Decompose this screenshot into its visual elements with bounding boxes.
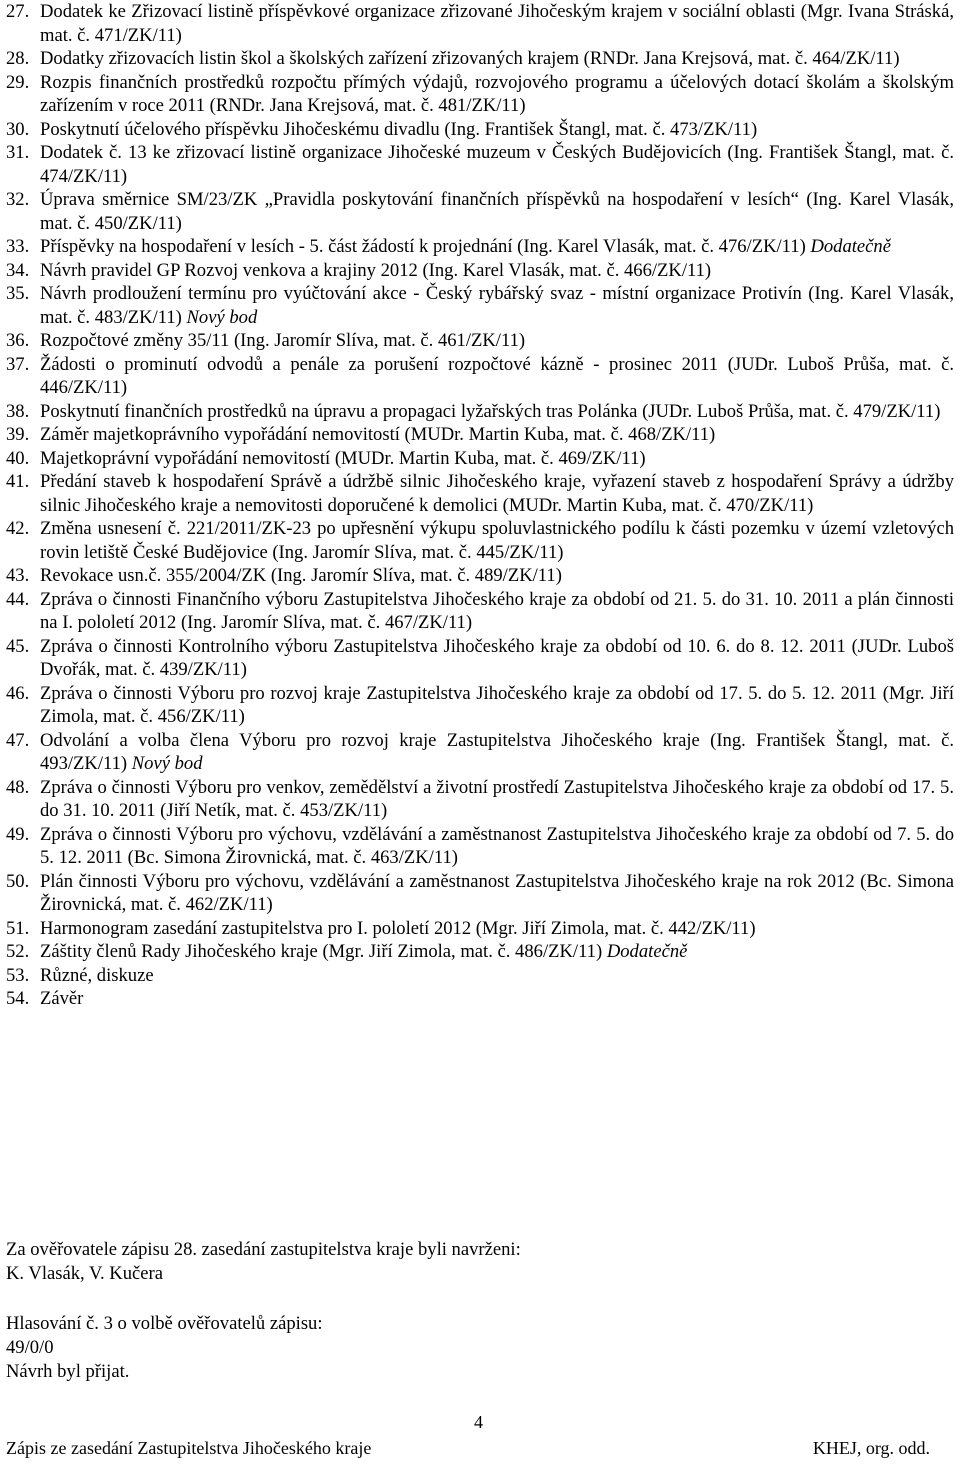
agenda-item-number: 46. [6,682,30,704]
agenda-item-number: 41. [6,471,30,492]
agenda-item [6,588,954,635]
agenda-item [6,400,954,424]
agenda-item-title: Žádosti o prominutí odvodů a penále za porušení rozpočtové kázně - prosinec 2011 (JUDr. Luboš Průša, mat. č. 446/ZK/11) [40,353,954,398]
agenda-item-title: Poskytnutí finančních prostředků na úpravu a propagaci lyžařských tras Polánka (JUDr. Luboš Průša, mat. č. 479/ZK/11) [40,400,941,422]
agenda-item-number: 51. [6,917,30,939]
agenda-item-text [40,188,954,235]
agenda-item-text [40,564,954,588]
footer-left: Zápis ze zasedání Zastupitelstva Jihočeského kraje [6,1438,372,1458]
page-number: 4 [474,1412,483,1432]
agenda-item-number: 32. [6,189,30,210]
agenda-item-title: Plán činnosti Výboru pro výchovu, vzdělávání a zaměstnanost Zastupitelstva Jihočeského kraje na rok 2012 (Bc. Simona Žirovnická, mat. č. 462/ZK/11) [40,870,954,915]
agenda-item-number: 29. [6,71,30,93]
agenda-item-text [40,282,954,329]
agenda-item [6,259,954,283]
agenda-item-text [40,517,954,564]
agenda-item [6,423,954,447]
agenda-item-title: Harmonogram zasedání zastupitelstva pro I. pololetí 2012 (Mgr. Jiří Zimola, mat. č. 442/ZK/11) [40,917,756,939]
agenda-item-note: Dodatečně [606,941,688,962]
agenda-item [6,870,954,917]
agenda-item-title: Poskytnutí účelového příspěvku Jihočeskému divadlu (Ing. František Štangl, mat. č. 473/ZK/11) [40,118,758,140]
agenda-item-number: 35. [6,283,30,304]
agenda-item-text [40,71,954,118]
agenda-item-number: 27. [6,1,30,22]
agenda-item-title: Zpráva o činnosti Výboru pro rozvoj kraje Zastupitelstva Jihočeského kraje za období od 17. 5. do 5. 12. 2011 (Mgr. Jiří Zimola, mat. č. 456/ZK/11) [40,682,954,727]
agenda-item-text [40,870,954,917]
agenda-item [6,470,954,517]
agenda-item [6,282,954,329]
agenda-item-number: 39. [6,424,30,445]
agenda-item-title: Záštity členů Rady Jihočeského kraje (Mgr. Jiří Zimola, mat. č. 486/ZK/11) [40,941,603,962]
agenda-item-title: Dodatek č. 13 ke zřizovací listině organizace Jihočeské muzeum v Českých Budějovicích (Ing. František Štangl, mat. č. 474/ZK/11) [40,142,954,187]
agenda-item-text [40,47,954,71]
agenda-item-title: Úprava směrnice SM/23/ZK „Pravidla poskytování finančních příspěvků na hospodaření v lesích“ (Ing. Karel Vlasák, mat. č. 450/ZK/11) [40,189,954,234]
agenda-item-number: 45. [6,635,30,657]
page-footer [0,1438,960,1462]
agenda-item-text [40,400,954,424]
agenda-item [6,353,954,400]
agenda-item-title: Zpráva o činnosti Kontrolního výboru Zastupitelstva Jihočeského kraje za období od 10. 6. do 8. 12. 2011 (JUDr. Luboš Dvořák, mat. č. 439/ZK/11) [40,635,954,680]
agenda-item-number: 30. [6,118,30,140]
agenda-item-text [40,118,954,142]
agenda-item-note: Dodatečně [810,236,891,257]
agenda-item-text [40,823,954,870]
agenda-item-text [40,470,954,517]
agenda-item-text [40,141,954,188]
agenda-item [6,987,954,1011]
agenda-item-number: 50. [6,870,30,892]
agenda-item-number: 48. [6,776,30,798]
agenda-item-number: 37. [6,353,30,375]
agenda-item [6,329,954,353]
agenda-item [6,564,954,588]
vote-heading: Hlasování č. 3 o volbě ověřovatelů zápisu: [6,1313,323,1334]
agenda-item-text [40,635,954,682]
agenda-item [6,188,954,235]
agenda-item-number: 40. [6,447,30,469]
agenda-item-title: Závěr [40,988,84,1009]
agenda-item-title: Zpráva o činnosti Finančního výboru Zastupitelstva Jihočeského kraje za období od 21. 5. do 31. 10. 2011 a plán činnosti na I. pololetí 2012 (Ing. Jaromír Slíva, mat. č. 467/ZK/11) [40,588,954,633]
agenda-item-text [40,682,954,729]
agenda-item-title: Revokace usn.č. 355/2004/ZK (Ing. Jaromír Slíva, mat. č. 489/ZK/11) [40,565,562,586]
agenda-item-text [40,235,954,259]
agenda-item-title: Změna usnesení č. 221/2011/ZK-23 po upřesnění výkupu spoluvlastnického podílu k části pozemku v území vzletových rovin letiště České Budějovice (Ing. Jaromír Slíva, mat. č. 445/ZK/11) [40,518,954,563]
agenda-item-note: Nový bod [186,306,258,328]
agenda-item-text [40,423,954,447]
agenda-item-number: 44. [6,588,30,610]
agenda-item-number: 47. [6,729,30,751]
agenda-item-number: 42. [6,518,30,539]
agenda-item-text [40,588,954,635]
agenda-item [6,635,954,682]
agenda-item [6,47,954,71]
verifiers-section [6,1238,936,1286]
agenda-item-text [40,0,954,47]
agenda-item-number: 31. [6,142,30,163]
agenda-item-number: 28. [6,48,30,69]
agenda-item-title: Předání staveb k hospodaření Správě a údržbě silnic Jihočeského kraje, vyřazení staveb z hospodaření Správy a údržby silnic Jihočeského kraje a nemovitosti doporučené k demolici (MUDr. Martin Kuba, mat. č. 470/ZK/11) [40,471,954,516]
agenda-item-number: 38. [6,400,30,422]
agenda-item-number: 52. [6,941,30,962]
agenda-item-text [40,987,954,1011]
agenda-item-number: 33. [6,236,30,257]
agenda-item-number: 53. [6,964,30,986]
agenda-item-text [40,776,954,823]
agenda-item-number: 36. [6,330,30,351]
agenda-item-note: Nový bod [131,753,203,774]
agenda-item-number: 49. [6,823,30,845]
agenda-item-title: Odvolání a volba člena Výboru pro rozvoj kraje Zastupitelstva Jihočeského kraje (Ing. František Štangl, mat. č. 493/ZK/11) [40,729,954,774]
agenda-item-text [40,329,954,353]
agenda-item-title: Návrh pravidel GP Rozvoj venkova a krajiny 2012 (Ing. Karel Vlasák, mat. č. 466/ZK/11) [40,259,712,281]
agenda-item-number: 34. [6,259,30,281]
agenda-item [6,0,954,47]
vote-section [6,1312,936,1384]
agenda-item-title: Záměr majetkoprávního vypořádání nemovitostí (MUDr. Martin Kuba, mat. č. 468/ZK/11) [40,424,716,445]
agenda-item-text [40,729,954,776]
agenda-item [6,235,954,259]
agenda-item-title: Zpráva o činnosti Výboru pro výchovu, vzdělávání a zaměstnanost Zastupitelstva Jihočeského kraje za období od 7. 5. do 5. 12. 2011 (Bc. Simona Žirovnická, mat. č. 463/ZK/11) [40,823,954,868]
verifiers-heading: Za ověřovatele zápisu 28. zasedání zastupitelstva kraje byli navrženi: [6,1239,521,1260]
agenda-item [6,517,954,564]
agenda-item-title: Rozpočtové změny 35/11 (Ing. Jaromír Slíva, mat. č. 461/ZK/11) [40,330,526,351]
agenda-list [6,0,954,1011]
agenda-item [6,729,954,776]
agenda-item [6,682,954,729]
agenda-item [6,141,954,188]
agenda-item [6,447,954,471]
footer-right: KHEJ, org. odd. [812,1438,930,1458]
agenda-item-number: 43. [6,565,30,586]
agenda-item-title: Zpráva o činnosti Výboru pro venkov, zemědělství a životní prostředí Zastupitelstva Jihočeského kraje za období od 17. 5. do 31. 10. 2011 (Jiří Netík, mat. č. 453/ZK/11) [40,776,954,821]
agenda-item-text [40,259,954,283]
agenda-item-title: Dodatky zřizovacích listin škol a školských zařízení zřizovaných krajem (RNDr. Jana Krejsová, mat. č. 464/ZK/11) [40,48,900,69]
agenda-item-title: Dodatek ke Zřizovací listině příspěvkové organizace zřizované Jihočeským krajem v sociální oblasti (Mgr. Ivana Stráská, mat. č. 471/ZK/11) [40,1,954,46]
agenda-item-text [40,447,954,471]
agenda-item-text [40,917,954,941]
agenda-item-title: Majetkoprávní vypořádání nemovitostí (MUDr. Martin Kuba, mat. č. 469/ZK/11) [40,447,646,469]
vote-result: 49/0/0 [6,1337,54,1358]
agenda-item [6,940,954,964]
agenda-item-title: Různé, diskuze [40,964,154,986]
vote-outcome: Návrh byl přijat. [6,1361,130,1382]
agenda-item [6,823,954,870]
agenda-item [6,71,954,118]
agenda-item [6,964,954,988]
agenda-item-title: Příspěvky na hospodaření v lesích - 5. část žádostí k projednání (Ing. Karel Vlasák, mat. č. 476/ZK/11) [40,236,806,257]
agenda-item-title: Rozpis finančních prostředků rozpočtu přímých výdajů, rozvojového programu a účelových dotací školám a školským zařízením v roce 2011 (RNDr. Jana Krejsová, mat. č. 481/ZK/11) [40,71,954,116]
agenda-item-title: Návrh prodloužení termínu pro vyúčtování akce - Český rybářský svaz - místní organizace Protivín (Ing. Karel Vlasák, mat. č. 483/ZK/11) [40,283,954,328]
agenda-item-text [40,964,954,988]
agenda-item [6,776,954,823]
agenda-item-text [40,353,954,400]
agenda-item-number: 54. [6,988,30,1009]
agenda-item [6,118,954,142]
agenda-item-text [40,940,954,964]
agenda-item [6,917,954,941]
verifiers-names: K. Vlasák, V. Kučera [6,1263,163,1284]
